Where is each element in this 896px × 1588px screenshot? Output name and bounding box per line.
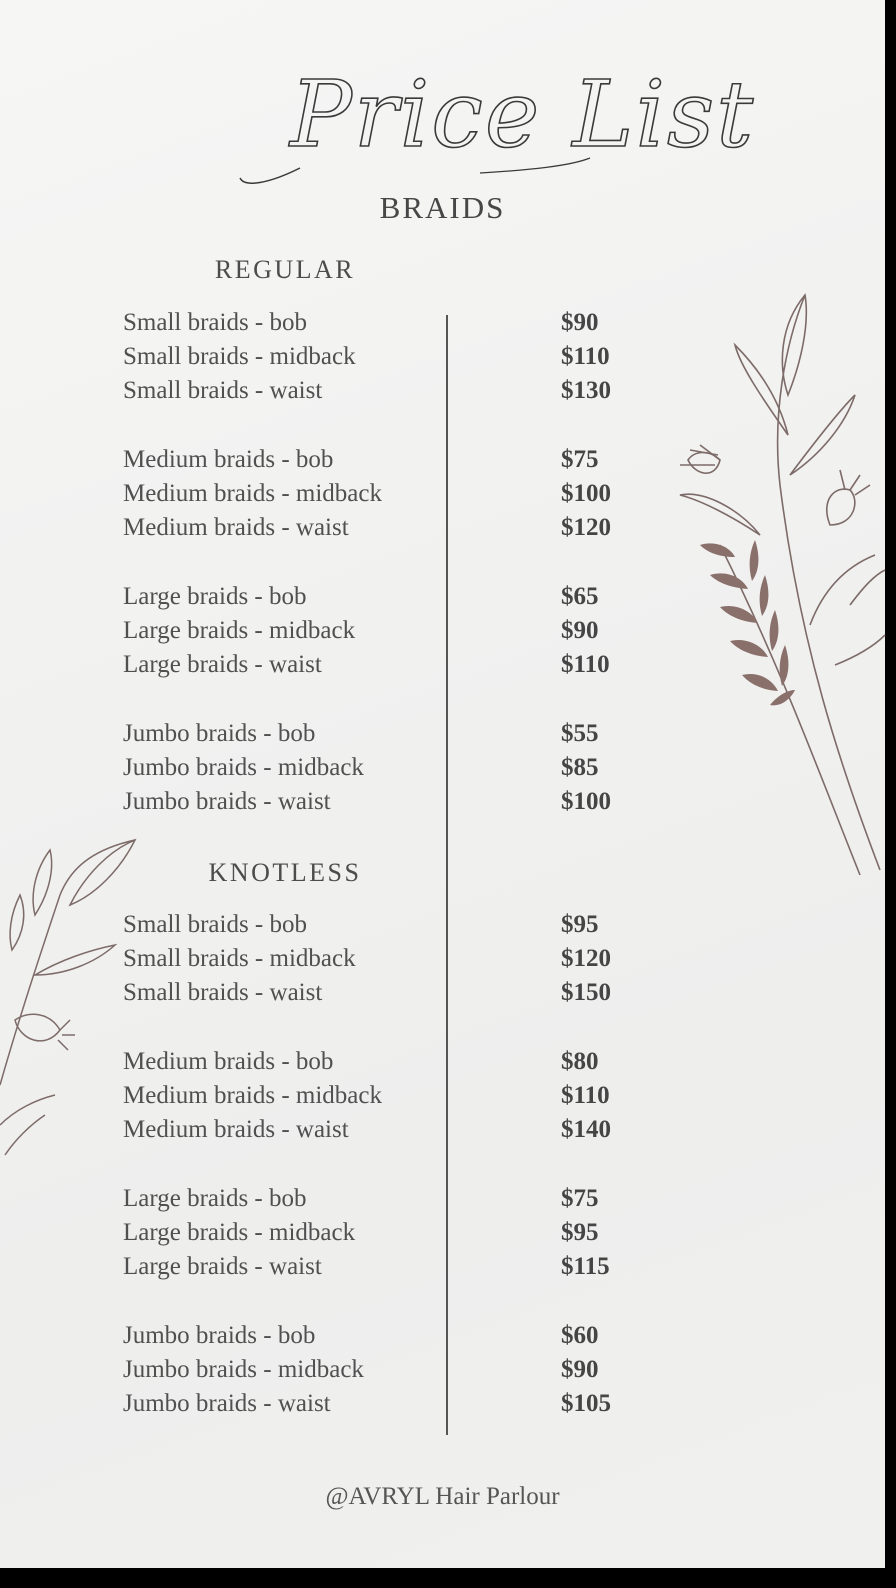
item-name: Small braids - bob <box>123 911 308 938</box>
item-name: Small braids - waist <box>123 979 323 1006</box>
price-row <box>0 1185 885 1219</box>
page-subtitle: BRAIDS <box>379 190 506 225</box>
price-row <box>0 1390 885 1424</box>
item-price: $110 <box>561 651 610 678</box>
item-price: $110 <box>561 1082 610 1109</box>
item-name: Jumbo braids - waist <box>123 1390 331 1417</box>
item-price: $140 <box>561 1116 611 1143</box>
item-name: Large braids - waist <box>123 1253 322 1280</box>
item-price: $90 <box>561 309 599 336</box>
footer-credit: @AVRYL Hair Parlour <box>325 1483 560 1510</box>
item-price: $115 <box>561 1253 610 1280</box>
price-row <box>0 480 885 514</box>
item-price: $105 <box>561 1390 611 1417</box>
item-name: Small braids - waist <box>123 377 323 404</box>
price-row <box>0 1322 885 1356</box>
price-row <box>0 1356 885 1390</box>
price-row <box>0 1082 885 1116</box>
script-title-text: Price List <box>290 61 756 168</box>
price-row <box>0 945 885 979</box>
item-name: Jumbo braids - midback <box>123 754 364 781</box>
item-name: Medium braids - bob <box>123 1048 334 1075</box>
section-heading-regular: REGULAR <box>214 255 356 284</box>
item-price: $95 <box>561 911 599 938</box>
price-row <box>0 446 885 480</box>
price-row <box>0 1048 885 1082</box>
item-name: Large braids - waist <box>123 651 322 678</box>
price-row <box>0 514 885 548</box>
price-row <box>0 343 885 377</box>
item-price: $120 <box>561 514 611 541</box>
item-price: $95 <box>561 1219 599 1246</box>
price-row <box>0 1116 885 1150</box>
price-row <box>0 720 885 754</box>
item-name: Small braids - midback <box>123 945 356 972</box>
item-name: Large braids - bob <box>123 1185 307 1212</box>
item-name: Small braids - midback <box>123 343 356 370</box>
item-price: $75 <box>561 1185 599 1212</box>
item-price: $100 <box>561 480 611 507</box>
item-name: Medium braids - midback <box>123 1082 382 1109</box>
item-price: $75 <box>561 446 599 473</box>
price-row <box>0 617 885 651</box>
price-row <box>0 788 885 822</box>
item-name: Medium braids - midback <box>123 480 382 507</box>
item-price: $110 <box>561 343 610 370</box>
item-name: Medium braids - bob <box>123 446 334 473</box>
script-title-icon <box>230 18 756 193</box>
item-name: Small braids - bob <box>123 309 308 336</box>
item-price: $85 <box>561 754 599 781</box>
item-price: $120 <box>561 945 611 972</box>
item-price: $130 <box>561 377 611 404</box>
item-name: Medium braids - waist <box>123 1116 349 1143</box>
price-row <box>0 377 885 411</box>
item-price: $65 <box>561 583 599 610</box>
price-row <box>0 583 885 617</box>
price-row <box>0 651 885 685</box>
item-price: $100 <box>561 788 611 815</box>
section-heading-knotless: KNOTLESS <box>208 858 362 887</box>
item-name: Large braids - midback <box>123 617 356 644</box>
price-row <box>0 1253 885 1287</box>
item-price: $150 <box>561 979 611 1006</box>
item-price: $60 <box>561 1322 599 1349</box>
item-name: Jumbo braids - bob <box>123 1322 316 1349</box>
item-name: Jumbo braids - midback <box>123 1356 364 1383</box>
item-price: $55 <box>561 720 599 747</box>
item-price: $80 <box>561 1048 599 1075</box>
item-price: $90 <box>561 1356 599 1383</box>
price-row <box>0 309 885 343</box>
item-name: Jumbo braids - waist <box>123 788 331 815</box>
price-row <box>0 979 885 1013</box>
price-row <box>0 754 885 788</box>
item-price: $90 <box>561 617 599 644</box>
item-name: Medium braids - waist <box>123 514 349 541</box>
price-row <box>0 1219 885 1253</box>
item-name: Large braids - bob <box>123 583 307 610</box>
item-name: Jumbo braids - bob <box>123 720 316 747</box>
item-name: Large braids - midback <box>123 1219 356 1246</box>
price-row <box>0 911 885 945</box>
